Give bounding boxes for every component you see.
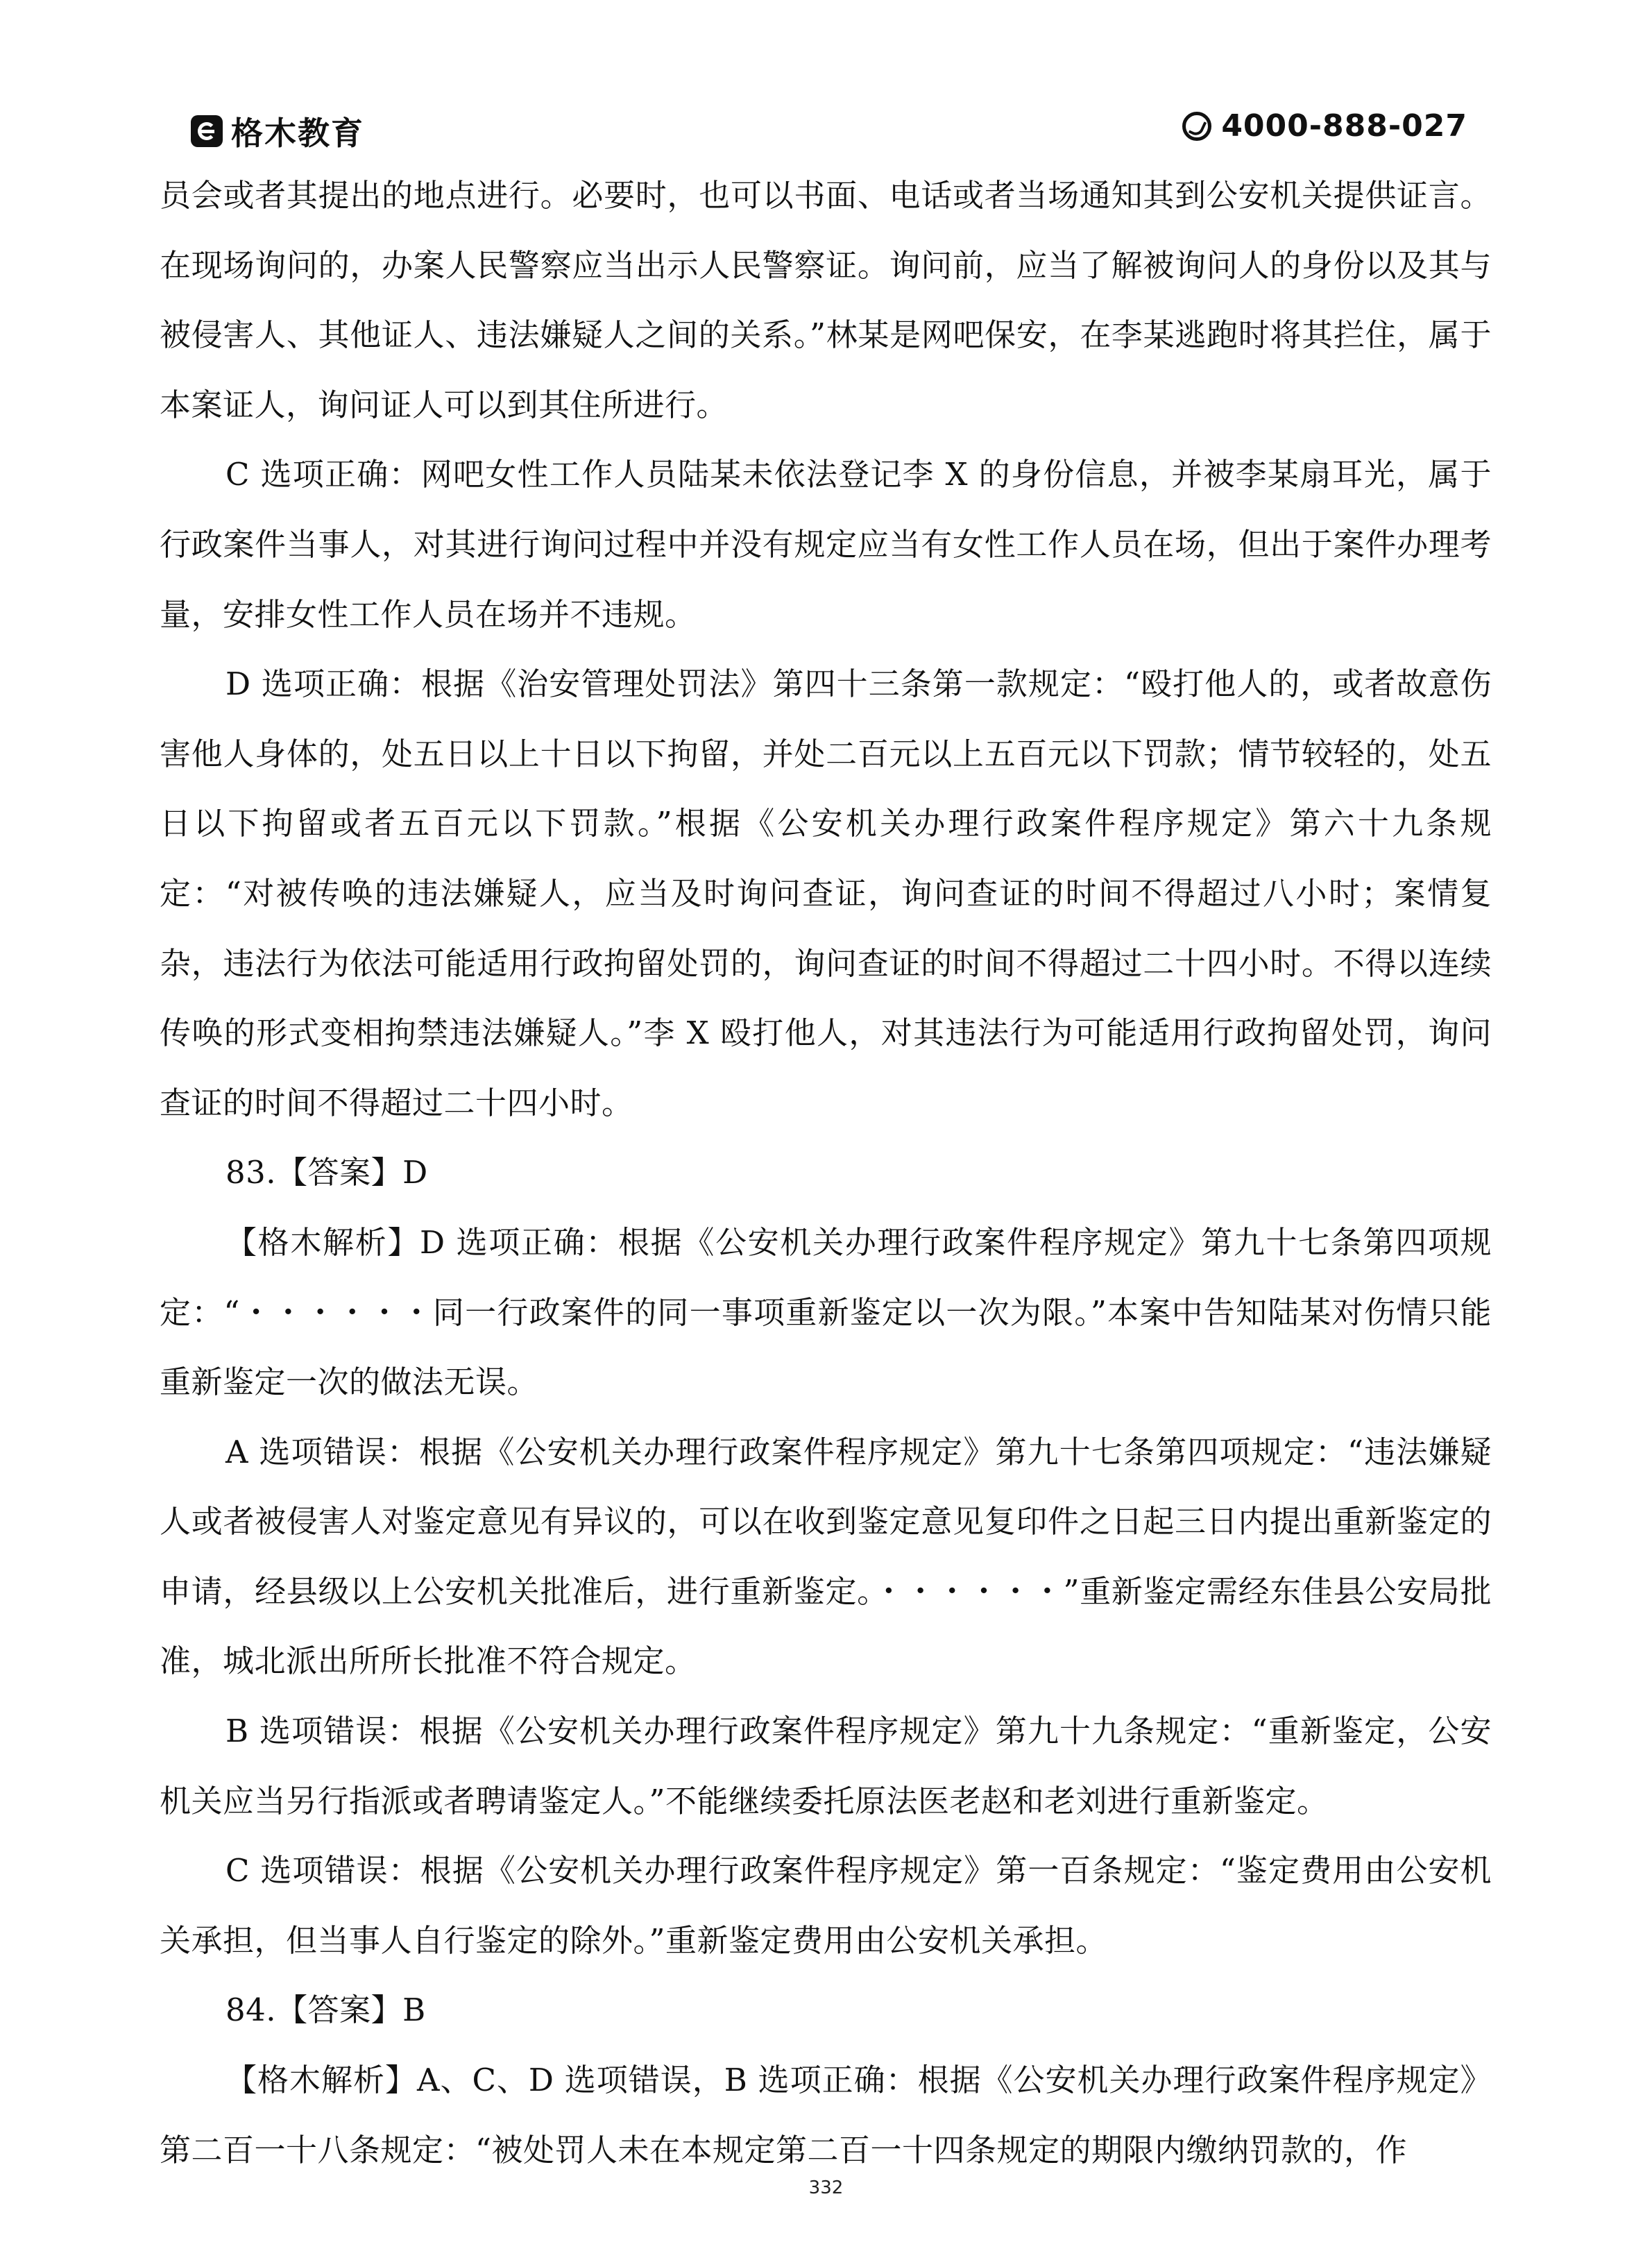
page-number: 332 (808, 2177, 844, 2198)
gemu-e-logo-icon (191, 115, 223, 147)
phone-circle-icon (1182, 112, 1211, 141)
brand (191, 108, 364, 154)
paragraph-option-c-correct: C 选项正确：网吧女性工作人员陆某未依法登记李 X 的身份信息，并被李某扇耳光，属于行政案件当事人，对其进行询问过程中并没有规定应当有女性工作人员在场，但出于案件办理考量，安排女性工作人员在场并不违规。 (160, 456, 1492, 633)
hotline (1182, 108, 1467, 144)
analysis-83: 【格木解析】D 选项正确：根据《公安机关办理行政案件程序规定》第九十七条第四项规定：“・・・・・・同一行政案件的同一事项重新鉴定以一次为限。”本案中告知陆某对伤情只能重新鉴定一次的做法无误。 (160, 1223, 1492, 1401)
document-body (160, 161, 1492, 2185)
paragraph-continuation: 员会或者其提出的地点进行。必要时，也可以书面、电话或者当场通知其到公安机关提供证言。在现场询问的，办案人民警察应当出示人民警察证。询问前，应当了解被询问人的身份以及其与被侵害人、其他证人、违法嫌疑人之间的关系。”林某是网吧保安，在李某逃跑时将其拦住，属于本案证人，询问证人可以到其住所进行。 (160, 177, 1492, 423)
analysis-84: 【格木解析】A、C、D 选项错误，B 选项正确：根据《公安机关办理行政案件程序规定》第二百一十八条规定：“被处罚人未在本规定第二百一十四条规定的期限内缴纳罚款的，作 (160, 2062, 1492, 2168)
paragraph-option-b-wrong: B 选项错误：根据《公安机关办理行政案件程序规定》第九十九条规定：“重新鉴定，公安机关应当另行指派或者聘请鉴定人。”不能继续委托原法医老赵和老刘进行重新鉴定。 (160, 1713, 1492, 1819)
paragraph-option-d-correct: D 选项正确：根据《治安管理处罚法》第四十三条第一款规定：“殴打他人的，或者故意伤害他人身体的，处五日以上十日以下拘留，并处二百元以上五百元以下罚款；情节较轻的，处五日以下拘留或者五百元以下罚款。”根据《公安机关办理行政案件程序规定》第六十九条规定：“对被传唤的违法嫌疑人，应当及时询问查证，询问查证的时间不得超过八小时；案情复杂，违法行为依法可能适用行政拘留处罚的，询问查证的时间不得超过二十四小时。不得以连续传唤的形式变相拘禁违法嫌疑人。”李 X 殴打他人，对其违法行为可能适用行政拘留处罚，询问查证的时间不得超过二十四小时。 (160, 665, 1492, 1121)
answer-83: 83.【答案】D (225, 1154, 428, 1191)
brand-name: 格木教育 (231, 114, 364, 152)
answer-84: 84.【答案】B (225, 1992, 426, 2029)
page-header (191, 104, 1467, 153)
paragraph-option-a-wrong: A 选项错误：根据《公安机关办理行政案件程序规定》第九十七条第四项规定：“违法嫌疑人或者被侵害人对鉴定意见有异议的，可以在收到鉴定意见复印件之日起三日内提出重新鉴定的申请，经县级以上公安机关批准后，进行重新鉴定。・・・・・・”重新鉴定需经东佳县公安局批准，城北派出所所长批准不符合规定。 (160, 1433, 1492, 1680)
paragraph-option-c-wrong: C 选项错误：根据《公安机关办理行政案件程序规定》第一百条规定：“鉴定费用由公安机关承担，但当事人自行鉴定的除外。”重新鉴定费用由公安机关承担。 (160, 1852, 1492, 1959)
phone-number: 4000-888-027 (1221, 108, 1467, 144)
